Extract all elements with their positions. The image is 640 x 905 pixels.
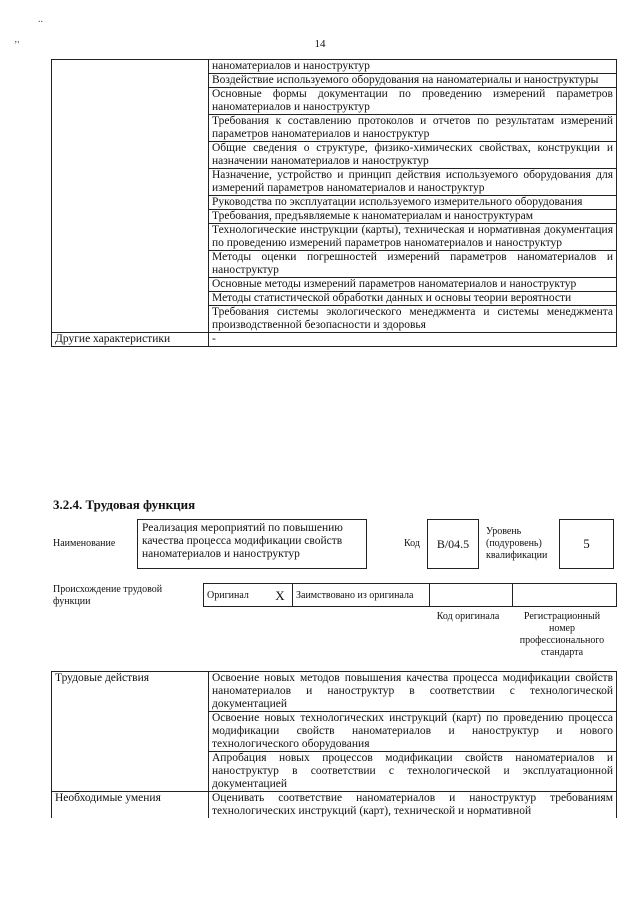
level-label: Уровень (подуровень) квалификации xyxy=(486,526,548,561)
original-label: Оригинал xyxy=(204,584,269,607)
table-row: Освоение новых методов повышения качества процесса модификации свойств наноматериалов и наноструктур в соответствии с технологической документацией xyxy=(209,672,617,712)
registration-number-cell xyxy=(513,584,617,607)
skills-label: Необходимые умения xyxy=(52,792,209,819)
table-row: Воздействие используемого оборудования на наноматериалы и наноструктуры xyxy=(209,74,617,88)
knowledge-table xyxy=(51,59,617,347)
table-row: Технологические инструкции (карты), техническая и нормативная документация по проведению измерений параметров наноматериалов и наноструктур xyxy=(209,224,617,251)
merged-left-cell xyxy=(52,60,209,333)
name-label: Наименование xyxy=(53,538,116,549)
table-row: Назначение, устройство и принцип действия используемого оборудования для измерений параметров наноматериалов и наноструктур xyxy=(209,169,617,196)
page-number: 14 xyxy=(314,38,326,50)
other-characteristics-value: - xyxy=(209,333,617,347)
code-label: Код xyxy=(404,538,420,549)
table-row: Требования, предъявляемые к наноматериалам и наноструктурам xyxy=(209,210,617,224)
registration-caption: Регистрационный номер профессионального стандарта xyxy=(519,611,605,658)
table-row: Методы оценки погрешностей измерений параметров наноматериалов и наноструктур xyxy=(209,251,617,278)
table-row: наноматериалов и наноструктур xyxy=(209,60,617,74)
other-characteristics-label: Другие характеристики xyxy=(52,333,209,347)
table-row: Основные методы измерений параметров наноматериалов и наноструктур xyxy=(209,278,617,292)
table-row: Требования системы экологического менеджмента и системы менеджмента производственной безопасности и здоровья xyxy=(209,306,617,333)
labor-actions-label: Трудовые действия xyxy=(52,672,209,792)
table-row: Требования к составлению протоколов и отчетов по результатам измерений параметров наноматериалов и наноструктур xyxy=(209,115,617,142)
origin-label: Происхождение трудовой функции xyxy=(53,584,163,607)
origin-table xyxy=(203,583,617,607)
table-row: Оценивать соответствие наноматериалов и наноструктур требованиям технологических инструкций (карт), технической и нормативной xyxy=(209,792,617,819)
level-box: 5 xyxy=(559,519,614,569)
original-mark: X xyxy=(268,584,293,607)
table-row: Апробация новых процессов модификации свойств наноматериалов и наноструктур в соответствии с технологической и эксплуатационной документацией xyxy=(209,752,617,792)
borrowed-label: Заимствовано из оригинала xyxy=(293,584,430,607)
original-code-cell xyxy=(430,584,513,607)
scan-mark: ʼ' xyxy=(14,40,20,51)
function-code-box: B/04.5 xyxy=(427,519,479,569)
table-row: Освоение новых технологических инструкций (карт) по проведению процесса модификации свойств наноматериалов и наноструктур и нового технологического оборудования xyxy=(209,712,617,752)
scan-mark: .. xyxy=(38,14,43,25)
labor-actions-table xyxy=(51,671,617,818)
table-row: Основные формы документации по проведению измерений параметров наноматериалов и наноструктур xyxy=(209,88,617,115)
table-row: Методы статистической обработки данных и основы теории вероятности xyxy=(209,292,617,306)
table-row: Общие сведения о структуре, физико-химических свойствах, конструкции и назначении наноматериалов и наноструктур xyxy=(209,142,617,169)
code-caption: Код оригинала xyxy=(436,611,500,622)
function-name-box: Реализация мероприятий по повышению качества процесса модификации свойств наноматериалов и наноструктур xyxy=(137,519,367,569)
section-title: 3.2.4. Трудовая функция xyxy=(53,497,196,512)
table-row: Руководства по эксплуатации используемого измерительного оборудования xyxy=(209,196,617,210)
